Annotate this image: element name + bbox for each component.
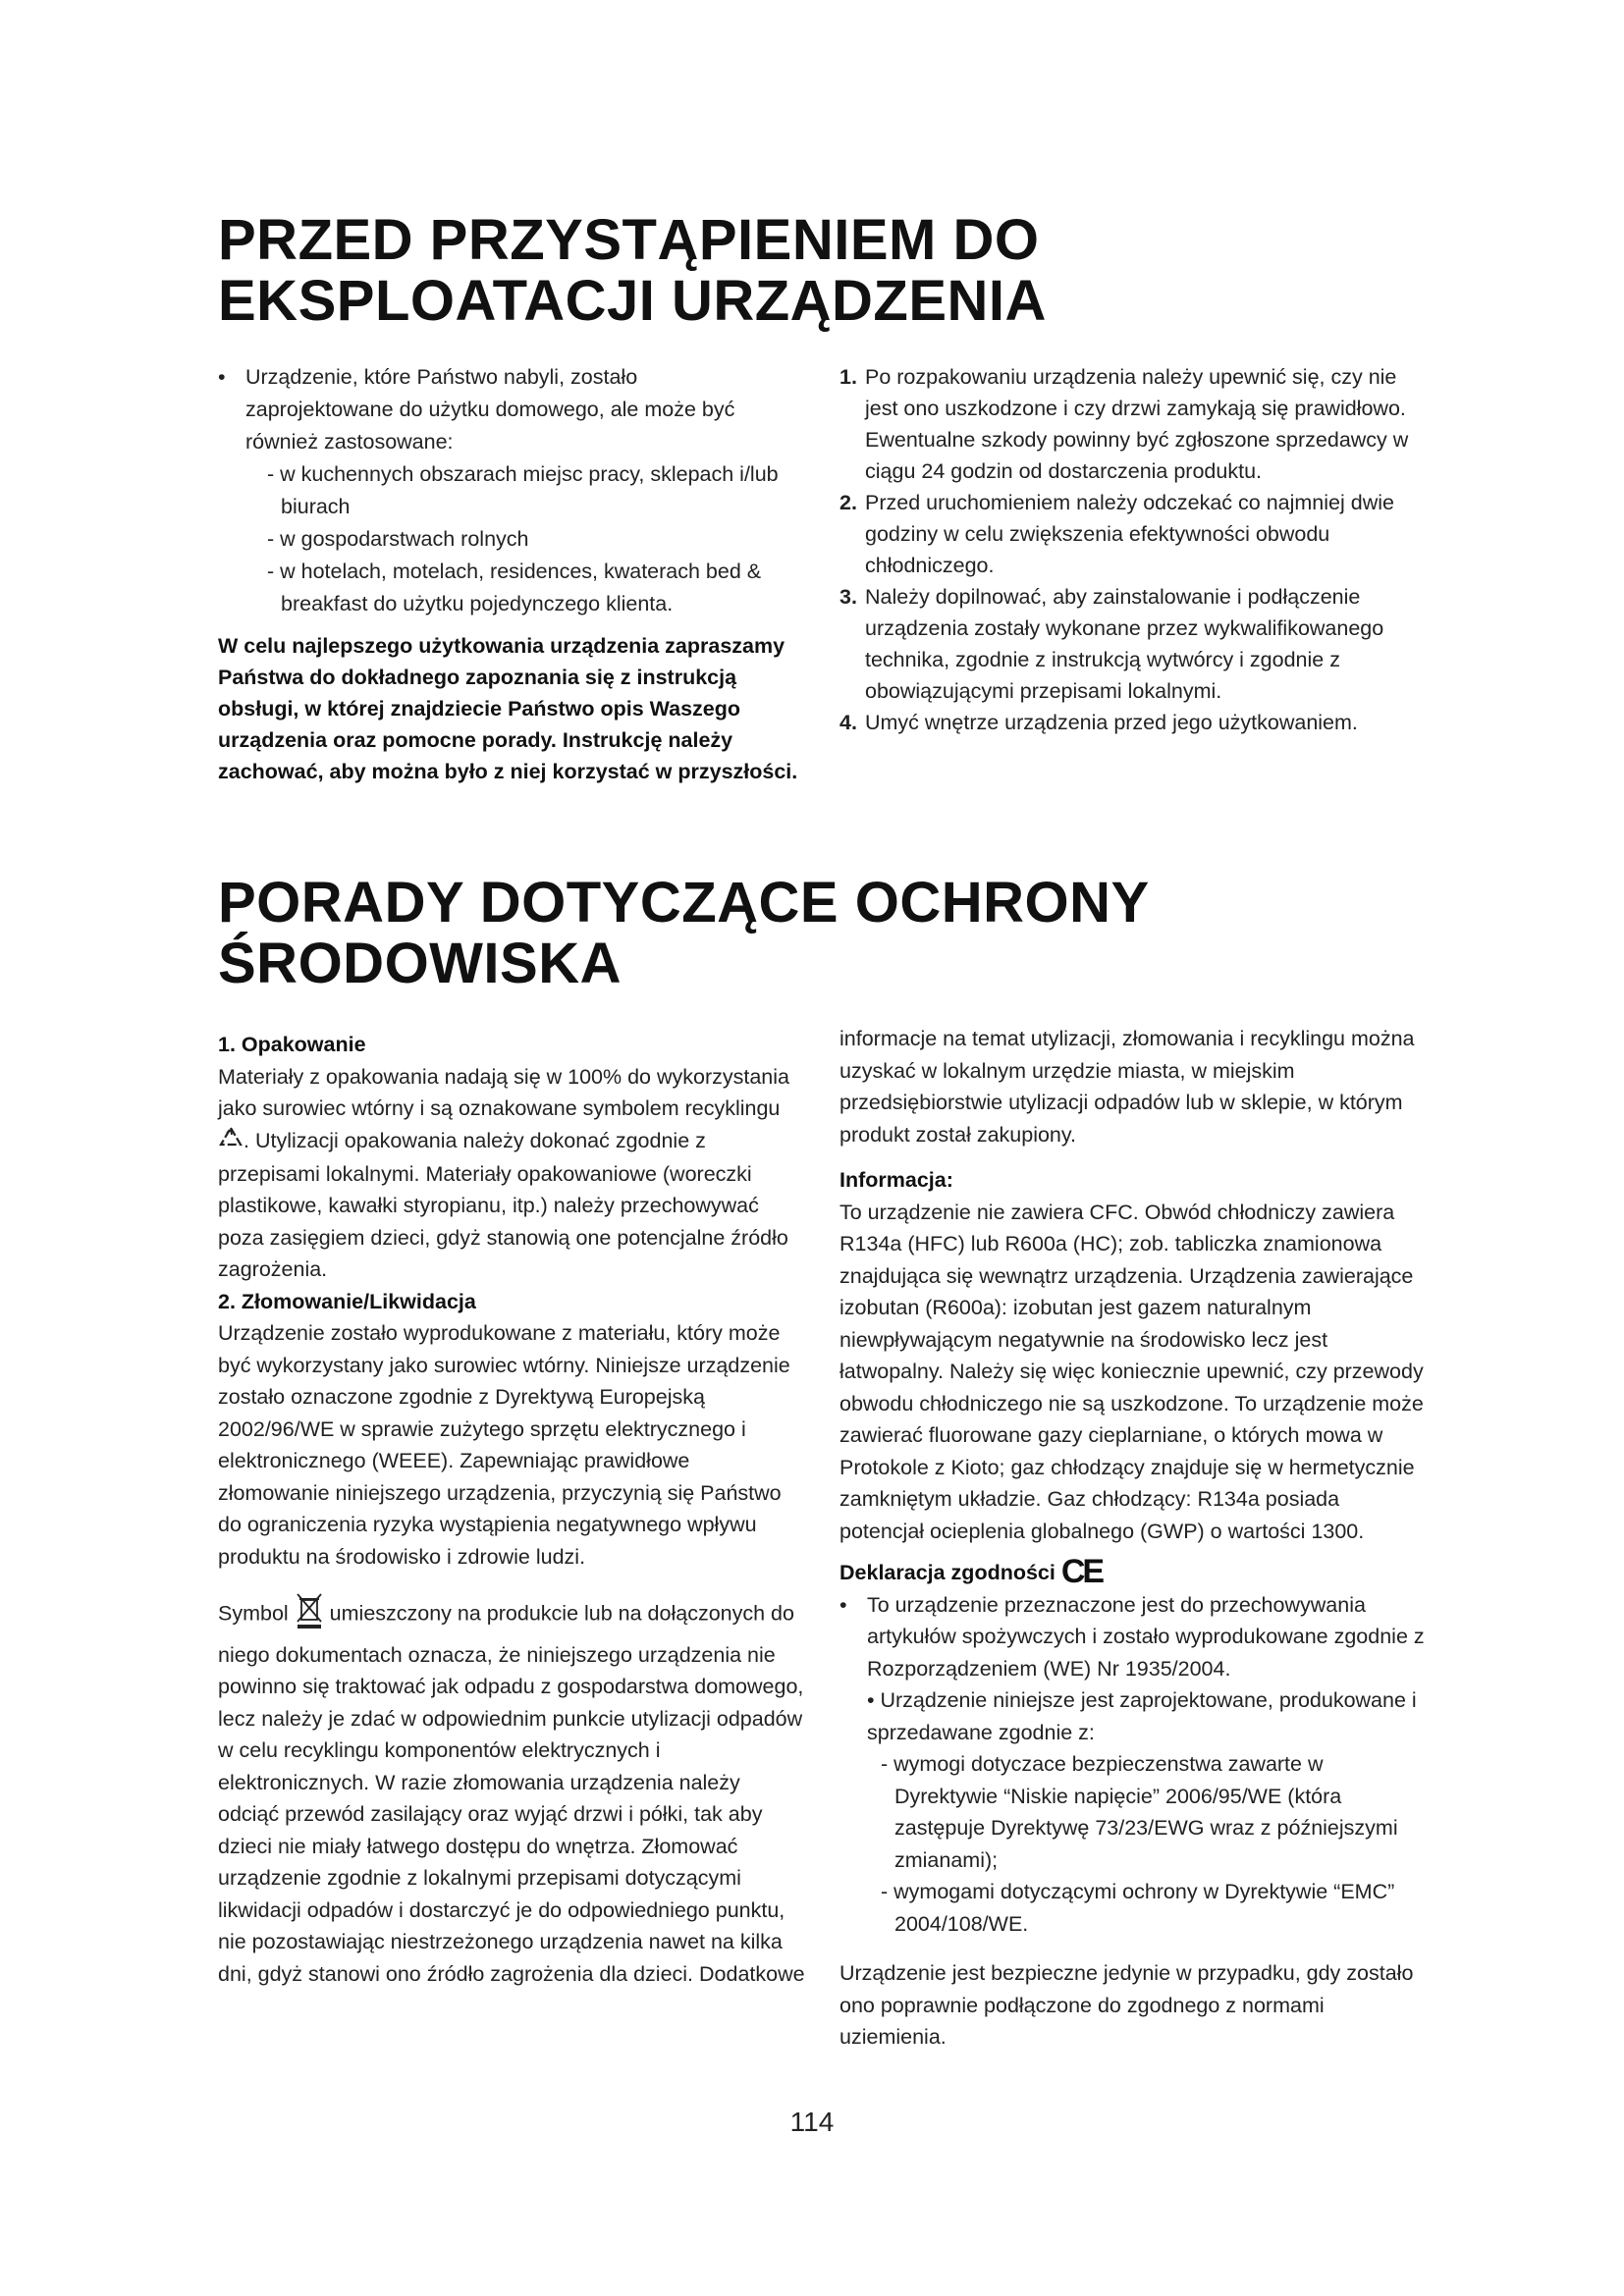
heading-line: EKSPLOATACJI URZĄDZENIA	[218, 269, 1047, 333]
disposal-text: Urządzenie zostało wyprodukowane z materiału, który może być wykorzystany jako surowiec wtórny. Niniejsze urządzenie zostało oznaczone zgodnie z Dyrektywą Europejską 2002/96/WE w sprawie zużytego sprzętu elektrycznego i elektronicznego (WEEE). Zapewniając prawidłowe złomowanie niniejszego urządzenia, przyczynią się Państwo do ograniczenia ryzyka wystąpienia negatywnego wpływu produktu na środowisko i zdrowie ludzi.	[218, 1321, 790, 1569]
heading-line: ŚRODOWISKA	[218, 932, 622, 995]
numbered-item	[839, 361, 1429, 487]
item-text: Należy dopilnować, aby zainstalowanie i podłączenie urządzenia zostały wykonane przez wykwalifikowanego technika, zgodnie z instrukcją wytwórcy i zgodnie z obowiązującymi przepisami lokalnymi.	[865, 585, 1384, 703]
sub-item: - w gospodarstwach rolnych	[267, 527, 529, 551]
item-number: 2.	[839, 491, 857, 514]
declaration-title: Deklaracja zgodności	[839, 1561, 1056, 1584]
declaration-item: To urządzenie przeznaczone jest do przechowywania artykułów spożywczych i zostało wyprodukowane zgodnie z Rozporządzeniem (WE) Nr 1935/2004.	[867, 1592, 1425, 1681]
bullet-line: Urządzenie, które Państwo nabyli, zostało	[245, 365, 638, 389]
packaging-text	[218, 1061, 805, 1286]
sub-item: - w hotelach, motelach, residences, kwaterach bed & breakfast do użytku pojedynczego klienta.	[267, 560, 762, 615]
declaration-sub-item: - wymogi dotyczace bezpieczenstwa zawarte w Dyrektywie “Niskie napięcie” 2006/95/WE (która zastępuje Dyrektywę 73/23/EWG wraz z późniejszymi zmianami);	[881, 1752, 1398, 1872]
disposal-continued-text: informacje na temat utylizacji, złomowania i recyklingu można uzyskać w lokalnym urzędzie miasta, w miejskim przedsiębiorstwie utylizacji odpadów lub w sklepie, w którym produkt został zakupiony.	[839, 1027, 1415, 1147]
declaration-sub-item: - wymogami dotyczącymi ochrony w Dyrektywie “EMC” 2004/108/WE.	[881, 1880, 1395, 1936]
intro-bold-paragraph: W celu najlepszego użytkowania urządzenia zapraszamy Państwa do dokładnego zapoznania się z instrukcją obsługi, w której znajdziecie Państwo opis Waszego urządzenia oraz pomocne porady. Instrukcję należy zachować, aby można było z niej korzystać w przyszłości.	[218, 634, 798, 783]
numbered-item	[839, 707, 1429, 738]
packaging-title: 1. Opakowanie	[218, 1033, 366, 1056]
bullet-symbol: •	[218, 365, 226, 389]
section-heading-before-use	[218, 210, 1047, 332]
item-text: Ewentualne szkody powinny być zgłoszone sprzedawcy w ciągu 24 godzin od dostarczenia produktu.	[865, 428, 1409, 483]
disposal-title: 2. Złomowanie/Likwidacja	[218, 1289, 476, 1313]
heading-line: PORADY DOTYCZĄCE OCHRONY	[218, 871, 1150, 934]
left-column-intro	[218, 361, 805, 787]
recycling-icon	[218, 1125, 244, 1158]
declaration-item: • Urządzenie niniejsze jest zaprojektowane, produkowane i sprzedawane zgodnie z:	[867, 1688, 1417, 1744]
weee-text-a: Symbol	[218, 1601, 289, 1626]
packaging-text-a: Materiały z opakowania nadają się w 100% do wykorzystania jako surowiec wtórny i są oznakowane symbolem recyklingu	[218, 1064, 790, 1120]
left-column-disposal	[218, 1023, 805, 1990]
information-text: To urządzenie nie zawiera CFC. Obwód chłodniczy zawiera R134a (HFC) lub R600a (HC); zob. tabliczka znamionowa znajdująca się wewnątrz urządzenia. Urządzenia zawierające izobutan (R600a): izobutan jest gazem naturalnym niewpływającym negatywnie na środowisko lecz jest łatwopalny. Należy się więc koniecznie upewnić, czy przewody obwodu chłodniczego nie są uszkodzone. To urządzenie może zawierać fluorowane gazy cieplarniane, o których mowa w Protokole z Kioto; gaz chłodzący znajduje się w hermetycznie zamkniętym układzie. Gaz chłodzący: R134a posiada potencjał ocieplenia globalnego (GWP) o wartości 1300.	[839, 1200, 1424, 1543]
item-text: Przed uruchomieniem należy odczekać co najmniej dwie godziny w celu zwiększenia efektywności obwodu chłodniczego.	[865, 491, 1394, 577]
declaration-title-row	[839, 1553, 1429, 1590]
item-text: Po rozpakowaniu urządzenia należy upewnić się, czy nie jest ono uszkodzone i czy drzwi zamykają się prawidłowo.	[865, 365, 1406, 420]
section-heading-environment	[218, 873, 1150, 994]
item-number: 3.	[839, 585, 857, 609]
packaging-text-b: . Utylizacji opakowania należy dokonać zgodnie z przepisami lokalnymi. Materiały opakowaniowe (woreczki plastikowe, kawałki styropianu, itp.) należy przechowywać poza zasięgiem dzieci, gdyż stanowią one potencjalne źródło zagrożenia.	[218, 1128, 788, 1282]
bullet-item	[218, 361, 805, 620]
weee-bin-icon	[295, 1590, 324, 1639]
item-number: 4.	[839, 711, 857, 734]
ce-mark-icon: CE	[1060, 1553, 1103, 1590]
bullet-line: również zastosowane:	[245, 430, 454, 454]
heading-line: PRZED PRZYSTĄPIENIEM DO	[218, 208, 1040, 272]
grounding-note: Urządzenie jest bezpieczne jedynie w przypadku, gdy zostało ono poprawnie podłączone do zgodnego z normami uziemienia.	[839, 1961, 1414, 2049]
declaration-bullet	[839, 1589, 1429, 1941]
right-column-info	[839, 1023, 1429, 2054]
page-number: 114	[789, 2107, 835, 2137]
right-column-checklist	[839, 361, 1429, 738]
information-title: Informacja:	[839, 1168, 953, 1192]
weee-text	[218, 1590, 805, 1990]
item-number: 1.	[839, 365, 857, 389]
numbered-item	[839, 487, 1429, 581]
numbered-item	[839, 581, 1429, 707]
bullet-line: zaprojektowane do użytku domowego, ale może być	[245, 398, 735, 421]
bullet-symbol: •	[839, 1592, 847, 1617]
sub-item: - w kuchennych obszarach miejsc pracy, sklepach i/lub biurach	[267, 462, 779, 518]
item-text: Umyć wnętrze urządzenia przed jego użytkowaniem.	[865, 711, 1358, 734]
weee-text-b: umieszczony na produkcie lub na dołączonych do niego dokumentach oznacza, że niniejszego urządzenia nie powinno się traktować jak odpadu z gospodarstwa domowego, lecz należy je zdać w odpowiednim punkcie utylizacji odpadów w celu recyklingu komponentów elektrycznych i elektronicznych. W razie złomowania urządzenia należy odciąć przewód zasilający oraz wyjąć drzwi i półki, tak aby dzieci nie miały łatwego dostępu do wnętrza. Złomować urządzenie zgodnie z lokalnymi przepisami dotyczącymi likwidacji odpadów i dostarczyć je do odpowiedniego punktu, nie pozostawiając niestrzeżonego urządzenia nawet na kilka dni, gdyż stanowi ono źródło zagrożenia dla dzieci. Dodatkowe	[218, 1601, 805, 1986]
